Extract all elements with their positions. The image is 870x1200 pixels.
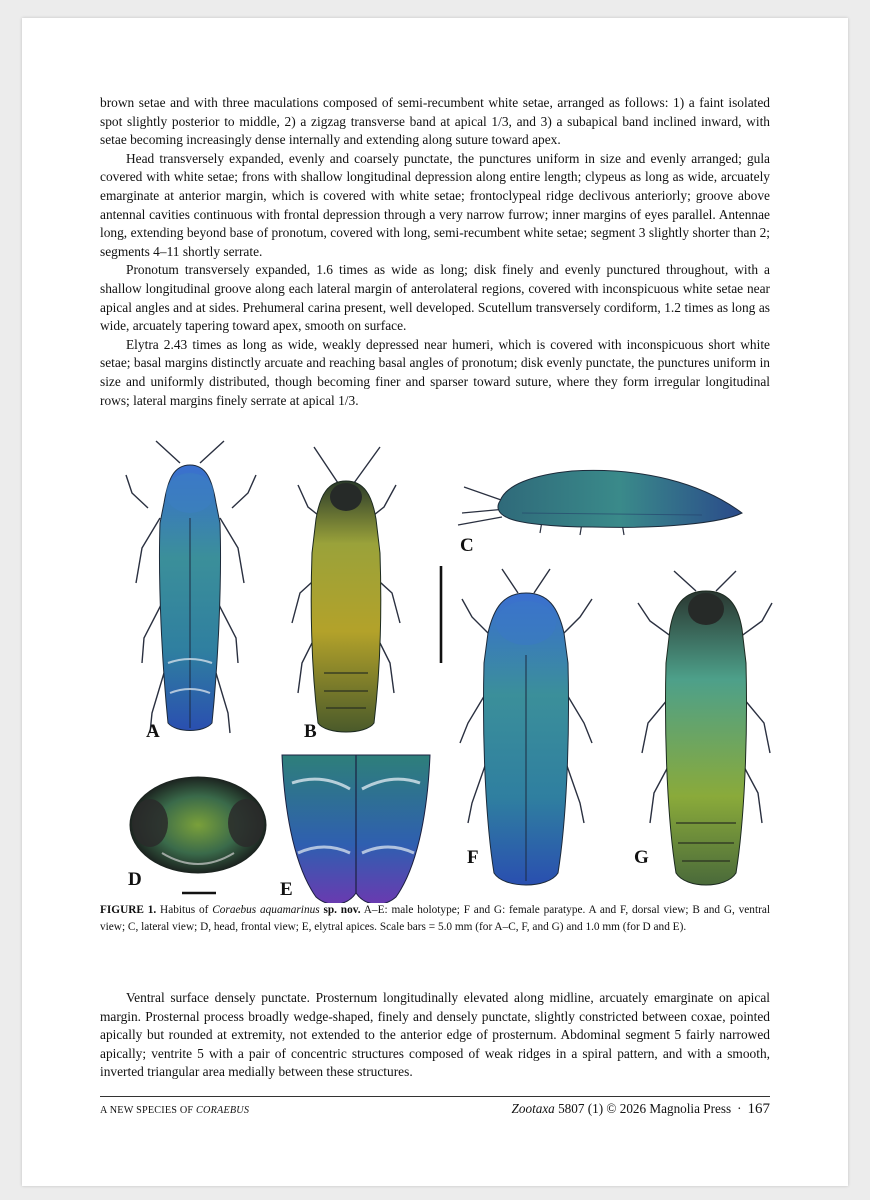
figure-caption (100, 902, 770, 936)
citation-footer (512, 1101, 770, 1118)
caption-pre: Habitus of (156, 904, 213, 916)
figure-plate-drawing (102, 423, 774, 903)
panel-label-g: G (634, 847, 649, 868)
running-head-prefix: A NEW SPECIES OF (100, 1105, 197, 1116)
paragraph-head: Head transversely expanded, evenly and coarsely punctate, the punctures uniform in size and evenly arranged; gula covered with white setae; frons with shallow longitudinal depression along entire length; clypeus as long as wide, arcuately emarginate at anterior margin, which is covered with white setae; frontoclypeal ridge declivous anteriorly; groove above antennal cavities continuous with frontal depression through a very narrow furrow; inner margins of eyes parallel. Antennae long, extending beyond base of pronotum, covered with long, semi-recumbent white setae; segment 3 slightly shorter than 2; segments 4–11 shortly serrate. (100, 150, 770, 259)
panel-c-body (498, 470, 742, 527)
paragraph-elytra-setae: brown setae and with three maculations composed of semi-recumbent white setae, arranged as follows: 1) a faint isolated spot slightly posterior to middle, 2) a zigzag transverse band at apical 1/3, and 3) a subapical band inclined inward, with setae becoming increasingly dense internally and extending along suture toward apex. (100, 95, 770, 148)
body-text-top (100, 94, 770, 410)
panel-label-f: F (467, 847, 479, 868)
page-sheet (22, 18, 848, 1186)
caption-species: Coraebus aquamarinus (212, 904, 320, 916)
citation-text: 5807 (1) © 2026 Magnolia Press (554, 1101, 732, 1116)
figure-1-plate (102, 423, 774, 903)
body-text-bottom (100, 989, 770, 1082)
panel-label-b: B (304, 721, 317, 742)
paragraph-pronotum: Pronotum transversely expanded, 1.6 times as wide as long; disk finely and evenly punctured throughout, with a shallow longitudinal groove along each lateral margin of anterolateral regions, covered with inconspicuous white setae near apical angles and at sides. Prehumeral carina present, well developed. Scutellum transversely cordiform, 1.2 times as long as wide, arcuately tapering toward apex, smooth on surface. (100, 262, 770, 334)
running-head-genus: CORAEBUS (196, 1105, 250, 1116)
caption-rest: A–E: male holotype; F and G: female paratype. A and F, dorsal view; B and G, ventral view; C, lateral view; D, head, frontal view; E, elytral apices. Scale bars = 5.0 mm (for A–C, F, and G) and 1.0 mm (for D and E). (100, 904, 771, 933)
panel-g-body (665, 591, 746, 885)
page-number: 167 (747, 1101, 770, 1117)
footer-rule (100, 1096, 770, 1097)
footer-separator: · (737, 1101, 742, 1116)
panel-label-e: E (280, 879, 293, 900)
caption-label: FIGURE 1. (100, 904, 157, 916)
panel-label-d: D (128, 869, 142, 890)
panel-label-a: A (146, 721, 160, 742)
caption-status: sp. nov. (323, 904, 361, 916)
paragraph-elytra: Elytra 2.43 times as long as wide, weakly depressed near humeri, which is covered with inconspicuous short white setae; basal margins distinctly arcuate and reaching basal angles of pronotum; disk evenly punctate, the punctures uniform in size and uniformly distributed, though becoming finer and sparser toward suture, where they form irregular longitudinal rows; lateral margins finely serrate at apical 1/3. (100, 336, 770, 408)
panel-label-c: C (460, 535, 474, 556)
journal-name: Zootaxa (511, 1101, 555, 1116)
panel-b-body (311, 481, 381, 732)
paragraph-ventral: Ventral surface densely punctate. Prosternum longitudinally elevated along midline, arcuately emarginate on apical margin. Prosternal process broadly wedge-shaped, finely and densely punctate, slightly constricted between coxae, pointed apically but rounded at extremity, not extended to the anterior edge of prosternum. Abdominal segment 5 fairly narrowed apically; ventrite 5 with a pair of concentric structures composed of weak ridges in a spiral pattern, and with a smooth, inverted triangular area medially between these structures. (100, 990, 770, 1080)
running-head (100, 1105, 249, 1116)
